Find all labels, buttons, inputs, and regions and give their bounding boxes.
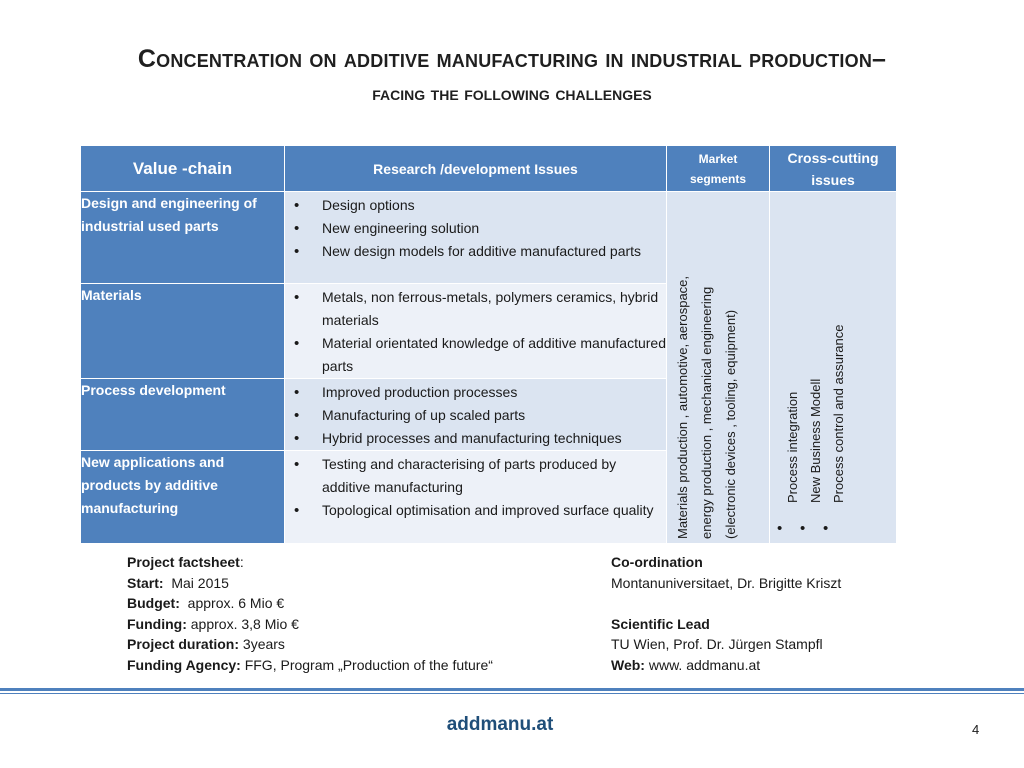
project-factsheet	[127, 552, 493, 675]
issue-item: • New design models for additive manufactured parts	[285, 240, 666, 263]
agency-label: Funding Agency:	[127, 656, 241, 673]
factsheet-heading: Project factsheet	[127, 554, 240, 570]
row-issues-process	[285, 379, 667, 451]
row-label-applications: New applications and products by additive manufacturing	[81, 451, 285, 544]
header-cross-line-1: Cross-cutting	[787, 149, 879, 166]
footer-divider-thin	[0, 693, 1024, 694]
market-segment-line-1: Materials production , automotive, aerospace,	[675, 275, 690, 539]
footer-divider	[0, 688, 1024, 691]
market-segments-cell	[667, 192, 770, 544]
cross-cutting-cell	[770, 192, 897, 544]
header-market-segments	[667, 146, 770, 192]
header-cross-line-2: issues	[811, 171, 855, 188]
header-market-line-2: segments	[689, 171, 747, 186]
start-label: Start:	[127, 574, 164, 591]
page-title	[0, 44, 1024, 107]
cross-issue-line-1: Process integration	[785, 391, 800, 503]
issue-item: • Design options	[285, 194, 666, 217]
bullet-icon: •	[777, 520, 783, 537]
row-issues-materials	[285, 284, 667, 379]
row-label-process: Process development	[81, 379, 285, 451]
issue-item: • New engineering solution	[285, 217, 666, 240]
funding-value: approx. 3,8 Mio €	[190, 615, 299, 632]
coordination-block	[611, 552, 841, 675]
table-row	[81, 192, 897, 284]
row-label-materials: Materials	[81, 284, 285, 379]
coordination-heading: Co-ordination	[611, 554, 703, 570]
issue-item: • Hybrid processes and manufacturing techniques	[285, 427, 666, 450]
header-cross-cutting	[770, 146, 897, 192]
agency-line	[127, 655, 493, 676]
duration-value: 3years	[242, 636, 285, 652]
agency-value: FFG, Program „Production of the future“	[244, 656, 493, 673]
market-segment-line-2: energy production , mechanical engineering	[699, 286, 714, 539]
row-issues-applications	[285, 451, 667, 544]
title-line-2: facing the following challenges	[372, 83, 652, 106]
issue-item: • Topological optimisation and improved surface quality	[285, 499, 666, 522]
budget-label: Budget:	[127, 595, 180, 611]
row-issues-design	[285, 192, 667, 284]
scientific-lead-heading: Scientific Lead	[611, 615, 710, 632]
start-line	[127, 573, 493, 594]
table-header-row	[81, 146, 897, 192]
start-value: Mai 2015	[171, 574, 229, 591]
duration-label: Project duration:	[127, 636, 240, 652]
row-label-design: Design and engineering of industrial used parts	[81, 192, 285, 284]
header-market-line-1: Market	[698, 151, 738, 166]
header-research-issues: Research /development Issues	[285, 146, 667, 192]
issue-item: • Improved production processes	[285, 381, 666, 404]
funding-line	[127, 614, 493, 635]
market-segment-line-3: (electronic devices , tooling, equipment)	[723, 309, 738, 539]
web-label: Web:	[611, 656, 645, 673]
web-link[interactable]: www. addmanu.at	[648, 656, 761, 673]
footer-site-link[interactable]: addmanu.at	[446, 714, 554, 735]
cross-issue-line-2: New Business Modell	[808, 378, 823, 503]
bullet-icon: •	[823, 520, 829, 537]
coordination-value: Montanuniversitaet, Dr. Brigitte Kriszt	[611, 574, 842, 591]
issue-item: • Metals, non ferrous-metals, polymers ceramics, hybrid materials	[285, 286, 666, 332]
budget-line	[127, 593, 493, 614]
bullet-icon: •	[800, 520, 806, 537]
header-value-chain: Value -chain	[81, 146, 285, 192]
issue-item: • Testing and characterising of parts produced by additive manufacturing	[285, 453, 666, 499]
scientific-lead-value: TU Wien, Prof. Dr. Jürgen Stampfl	[611, 636, 823, 652]
issue-item: • Manufacturing of up scaled parts	[285, 404, 666, 427]
web-line	[611, 655, 841, 676]
value-chain-table	[80, 145, 897, 544]
page-number: 4	[972, 722, 980, 737]
budget-value: approx. 6 Mio €	[187, 595, 285, 611]
title-line-1: Concentration on additive manufacturing in industrial production–	[137, 45, 887, 73]
issue-item: • Material orientated knowledge of additive manufactured parts	[285, 332, 666, 378]
cross-issue-line-3: Process control and assurance	[831, 324, 846, 503]
funding-label: Funding:	[127, 615, 187, 632]
factsheet-heading-line: Project factsheet:	[127, 554, 244, 570]
duration-line	[127, 634, 493, 655]
